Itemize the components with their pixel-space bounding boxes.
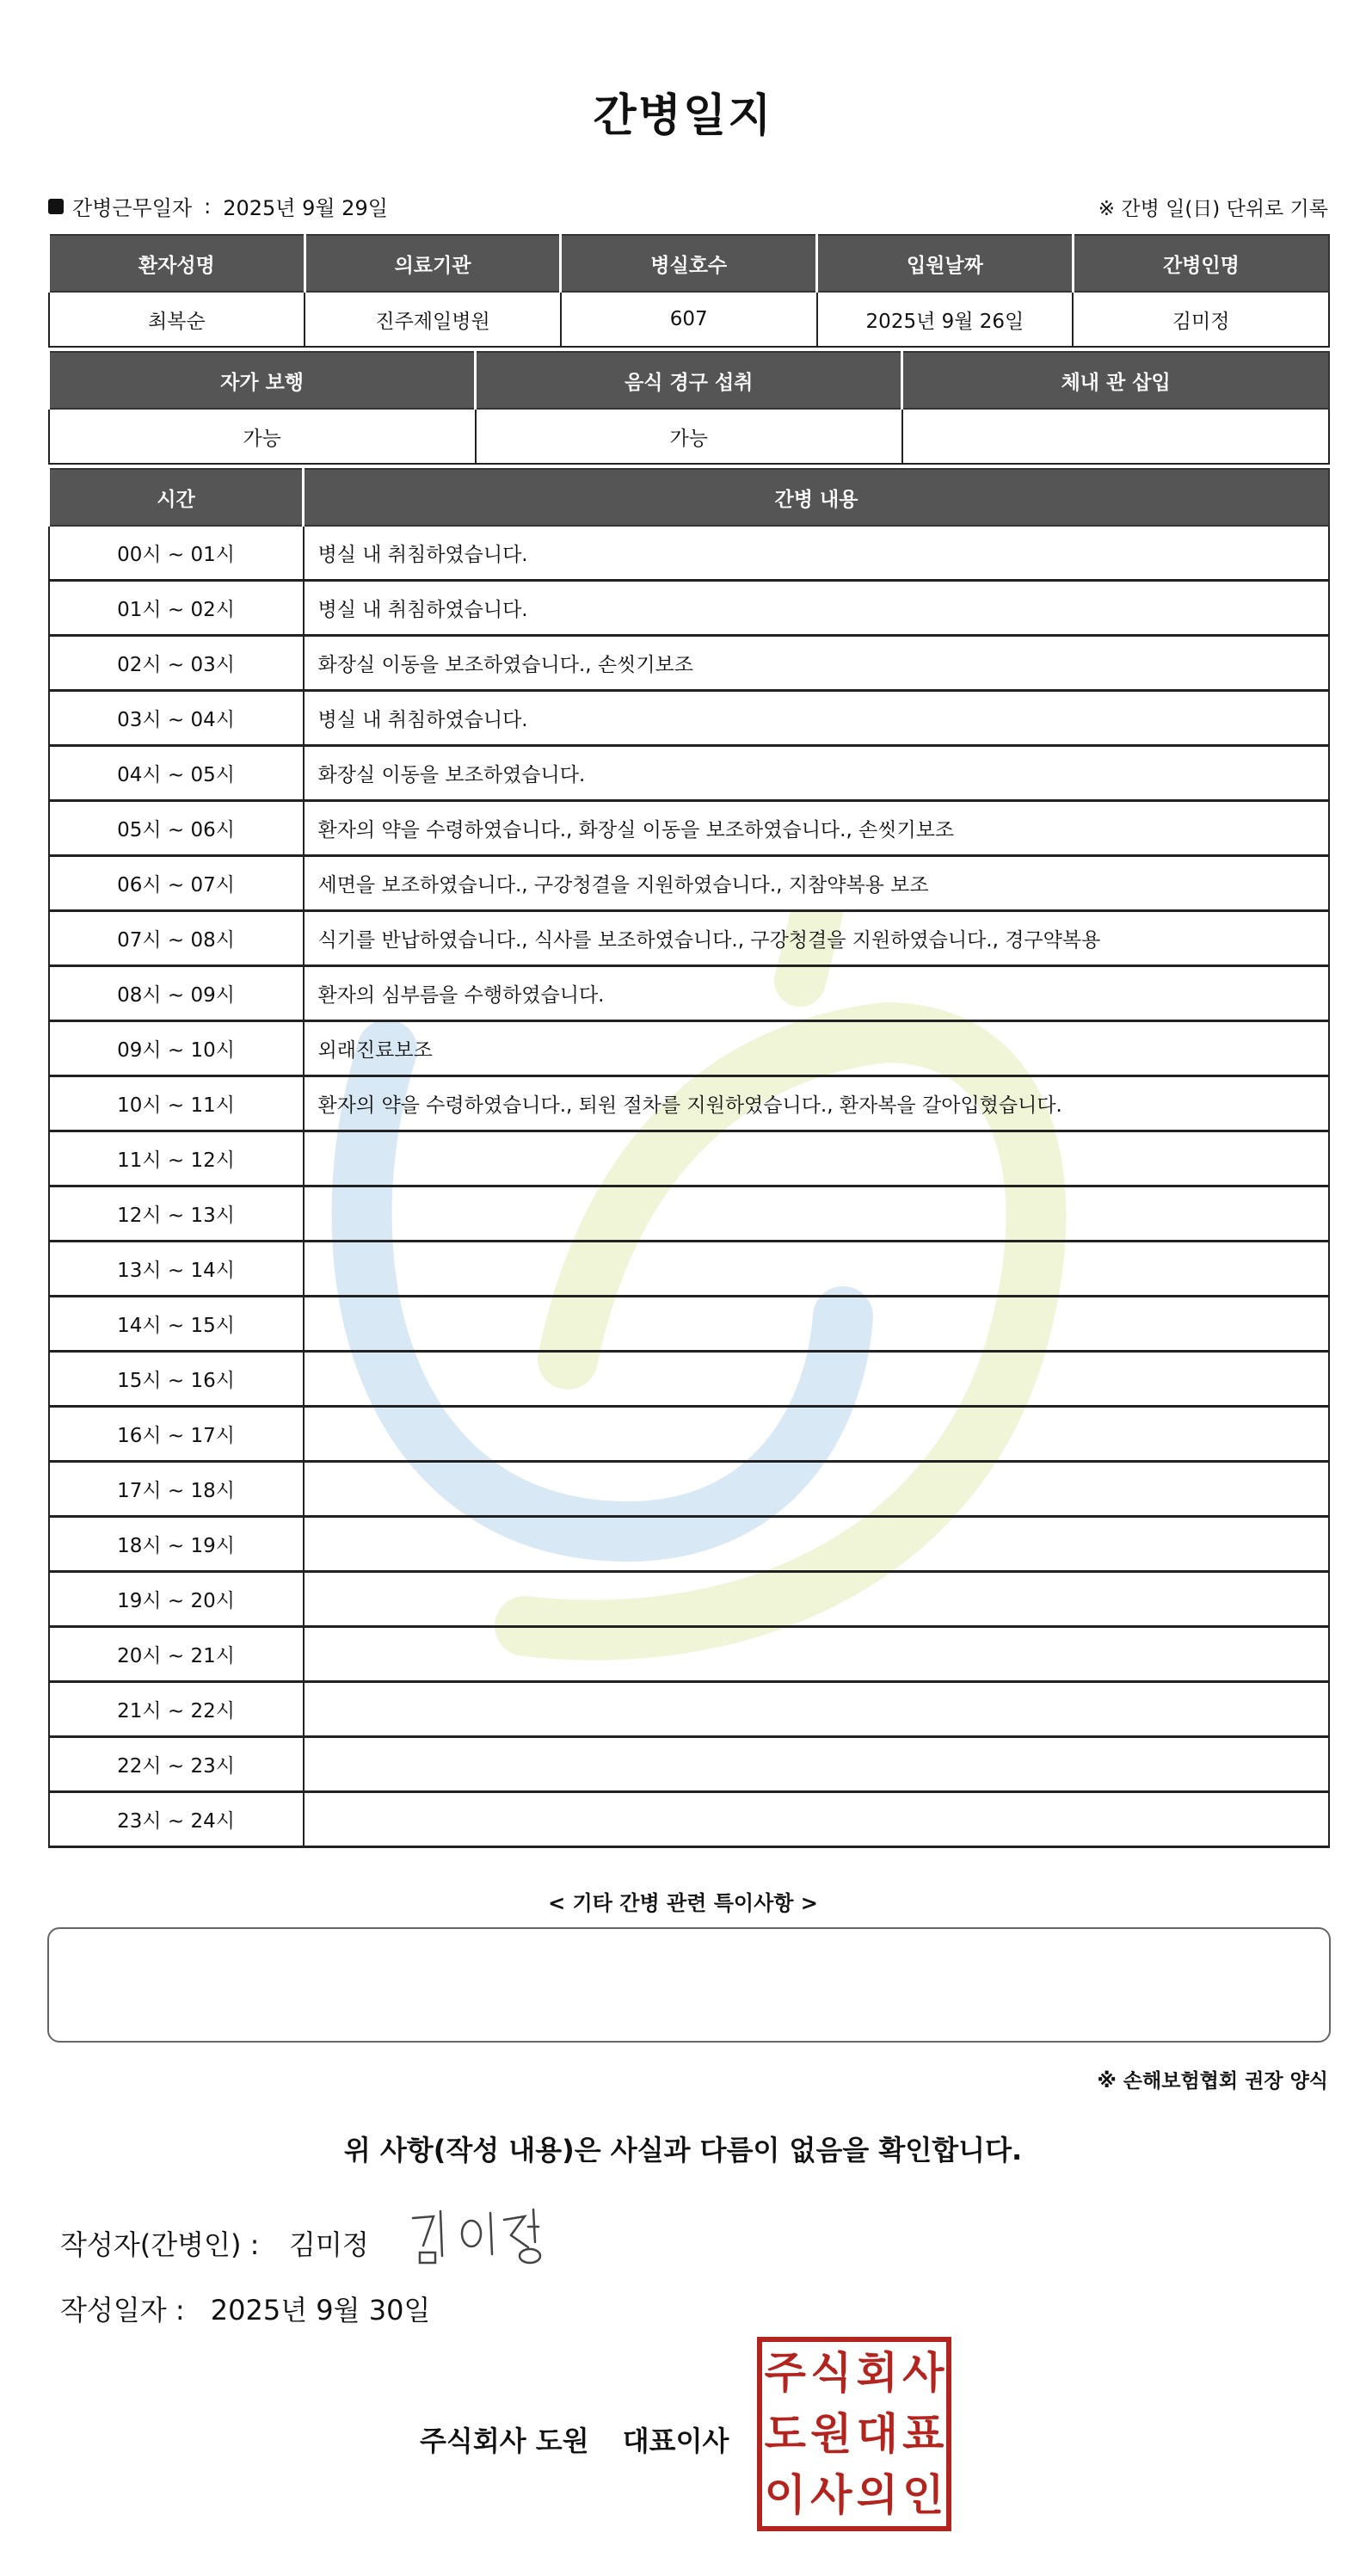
time-slot: 20시 ~ 21시: [49, 1627, 304, 1682]
seal-character: 의: [856, 2469, 898, 2521]
seal-character: 대: [856, 2407, 898, 2459]
header-room-number: 병실호수: [561, 235, 817, 292]
care-content: [304, 1627, 1330, 1682]
work-date-separator: :: [204, 194, 212, 219]
company-seal-stamp: [757, 2337, 951, 2531]
seal-character: 원: [810, 2407, 852, 2459]
record-unit-note: ※ 간병 일(日) 단위로 기록: [1098, 198, 1328, 220]
care-content: [304, 1572, 1330, 1627]
time-slot: 01시 ~ 02시: [49, 581, 304, 636]
time-slot: 22시 ~ 23시: [49, 1737, 304, 1792]
writer-label: 작성자(간병인) :: [60, 2228, 260, 2261]
table-row: [49, 581, 1330, 636]
care-content: 식기를 반납하였습니다., 식사를 보조하였습니다., 구강청결을 지원하였습니다., 경구약복용: [304, 911, 1330, 966]
table-row: [49, 911, 1330, 966]
care-content: 병실 내 취침하였습니다.: [304, 526, 1330, 581]
care-content: [304, 1242, 1330, 1297]
time-slot: 11시 ~ 12시: [49, 1131, 304, 1186]
table-row: [49, 1242, 1330, 1297]
time-slot: 05시 ~ 06시: [49, 801, 304, 856]
admission-date: 2025년 9월 26일: [817, 292, 1074, 347]
table-row: [49, 1627, 1330, 1682]
care-content: 병실 내 취침하였습니다.: [304, 691, 1330, 746]
table-row: [49, 1297, 1330, 1352]
care-content: [304, 1737, 1330, 1792]
page-title: 간병일지: [593, 90, 773, 142]
care-content: 환자의 심부름을 수행하였습니다.: [304, 966, 1330, 1021]
seal-character: 사: [902, 2346, 945, 2398]
time-slot: 00시 ~ 01시: [49, 526, 304, 581]
table-row: [49, 1517, 1330, 1572]
time-slot: 12시 ~ 13시: [49, 1186, 304, 1242]
care-content: [304, 1131, 1330, 1186]
care-content: 환자의 약을 수령하였습니다., 화장실 이동을 보조하였습니다., 손씻기보조: [304, 801, 1330, 856]
care-content: [304, 1186, 1330, 1242]
recommended-form-note: ※ 손해보험협회 권장 양식: [1097, 2070, 1328, 2092]
time-slot: 07시 ~ 08시: [49, 911, 304, 966]
time-slot: 09시 ~ 10시: [49, 1021, 304, 1076]
written-date-value: 2025년 9월 30일: [210, 2294, 431, 2326]
seal-character: 도: [764, 2407, 806, 2459]
time-slot: 08시 ~ 09시: [49, 966, 304, 1021]
table-row: [49, 1076, 1330, 1131]
company-title: 대표이사: [622, 2425, 729, 2457]
table-row: [49, 636, 1330, 691]
table-row: [49, 1131, 1330, 1186]
table-row: [49, 691, 1330, 746]
care-content: 외래진료보조: [304, 1021, 1330, 1076]
time-slot: 21시 ~ 22시: [49, 1682, 304, 1737]
time-slot: 10시 ~ 11시: [49, 1076, 304, 1131]
table-row: [49, 856, 1330, 911]
care-content: 화장실 이동을 보조하였습니다., 손씻기보조: [304, 636, 1330, 691]
seal-character: 식: [810, 2346, 852, 2398]
room-number: 607: [561, 292, 817, 347]
self-walking-value: 가능: [49, 409, 476, 464]
time-slot: 17시 ~ 18시: [49, 1462, 304, 1517]
writer-name: 김미정: [289, 2228, 369, 2261]
seal-character: 이: [764, 2469, 806, 2521]
caregiver-name: 김미정: [1073, 292, 1329, 347]
seal-character: 인: [902, 2469, 945, 2521]
header-hospital: 의료기관: [305, 235, 561, 292]
care-content: [304, 1792, 1330, 1847]
hospital-name: 진주제일병원: [305, 292, 561, 347]
table-row: [49, 1407, 1330, 1462]
work-date-value: 2025년 9월 29일: [223, 196, 388, 220]
square-bullet-icon: [48, 199, 64, 214]
special-notes-box: [47, 1927, 1331, 2043]
care-content: [304, 1682, 1330, 1737]
work-date-label: 간병근무일자: [72, 196, 193, 220]
table-row: [49, 1186, 1330, 1242]
time-slot: 23시 ~ 24시: [49, 1792, 304, 1847]
header-caregiver-name: 간병인명: [1073, 235, 1329, 292]
table-row: [49, 1737, 1330, 1792]
table-row: [49, 1572, 1330, 1627]
header-tube-insertion: 체내 관 삽입: [902, 352, 1329, 409]
header-care-content: 간병 내용: [304, 469, 1330, 526]
header-oral-intake: 음식 경구 섭취: [476, 352, 902, 409]
oral-intake-value: 가능: [476, 409, 902, 464]
company-name: 주식회사 도원: [420, 2425, 589, 2457]
care-content: [304, 1517, 1330, 1572]
table-row: [49, 1021, 1330, 1076]
care-content: [304, 1462, 1330, 1517]
table-row: [49, 746, 1330, 801]
time-slot: 03시 ~ 04시: [49, 691, 304, 746]
work-date-row: [48, 191, 388, 221]
table-row: [49, 1682, 1330, 1737]
ability-table: [47, 351, 1330, 465]
care-content: 병실 내 취침하였습니다.: [304, 581, 1330, 636]
tube-insertion-value: [902, 409, 1329, 464]
table-row: [49, 1462, 1330, 1517]
table-row: [49, 526, 1330, 581]
header-patient-name: 환자성명: [49, 235, 305, 292]
time-slot: 16시 ~ 17시: [49, 1407, 304, 1462]
time-slot: 13시 ~ 14시: [49, 1242, 304, 1297]
care-content: 환자의 약을 수령하였습니다., 퇴원 절차를 지원하였습니다., 환자복을 갈아입혔습니다.: [304, 1076, 1330, 1131]
care-content: 세면을 보조하였습니다., 구강청결을 지원하였습니다., 지참약복용 보조: [304, 856, 1330, 911]
seal-character: 사: [810, 2469, 852, 2521]
time-slot: 19시 ~ 20시: [49, 1572, 304, 1627]
special-notes-title: < 기타 간병 관련 특이사항 >: [548, 1891, 818, 1915]
care-content: [304, 1297, 1330, 1352]
seal-character: 회: [856, 2346, 898, 2398]
table-row: [49, 966, 1330, 1021]
confirmation-statement: 위 사항(작성 내용)은 사실과 다름이 없음을 확인합니다.: [343, 2134, 1023, 2166]
time-slot: 02시 ~ 03시: [49, 636, 304, 691]
time-slot: 14시 ~ 15시: [49, 1297, 304, 1352]
time-slot: 15시 ~ 16시: [49, 1352, 304, 1407]
written-date: [60, 2289, 430, 2328]
care-content: [304, 1352, 1330, 1407]
patient-name: 최복순: [49, 292, 305, 347]
header-self-walking: 자가 보행: [49, 352, 476, 409]
header-time: 시간: [49, 469, 304, 526]
patient-info-table: [47, 234, 1330, 348]
written-date-label: 작성일자 :: [60, 2294, 185, 2326]
care-content: 화장실 이동을 보조하였습니다.: [304, 746, 1330, 801]
header-admission-date: 입원날짜: [817, 235, 1074, 292]
seal-character: 표: [902, 2407, 945, 2459]
table-row: [49, 801, 1330, 856]
time-slot: 04시 ~ 05시: [49, 746, 304, 801]
seal-character: 주: [764, 2346, 806, 2398]
table-row: [49, 1352, 1330, 1407]
care-log-table: [47, 468, 1330, 1848]
table-row: [49, 1792, 1330, 1847]
time-slot: 06시 ~ 07시: [49, 856, 304, 911]
time-slot: 18시 ~ 19시: [49, 1517, 304, 1572]
handwritten-signature: [404, 2203, 551, 2271]
company-signature-line: [420, 2419, 729, 2459]
care-content: [304, 1407, 1330, 1462]
